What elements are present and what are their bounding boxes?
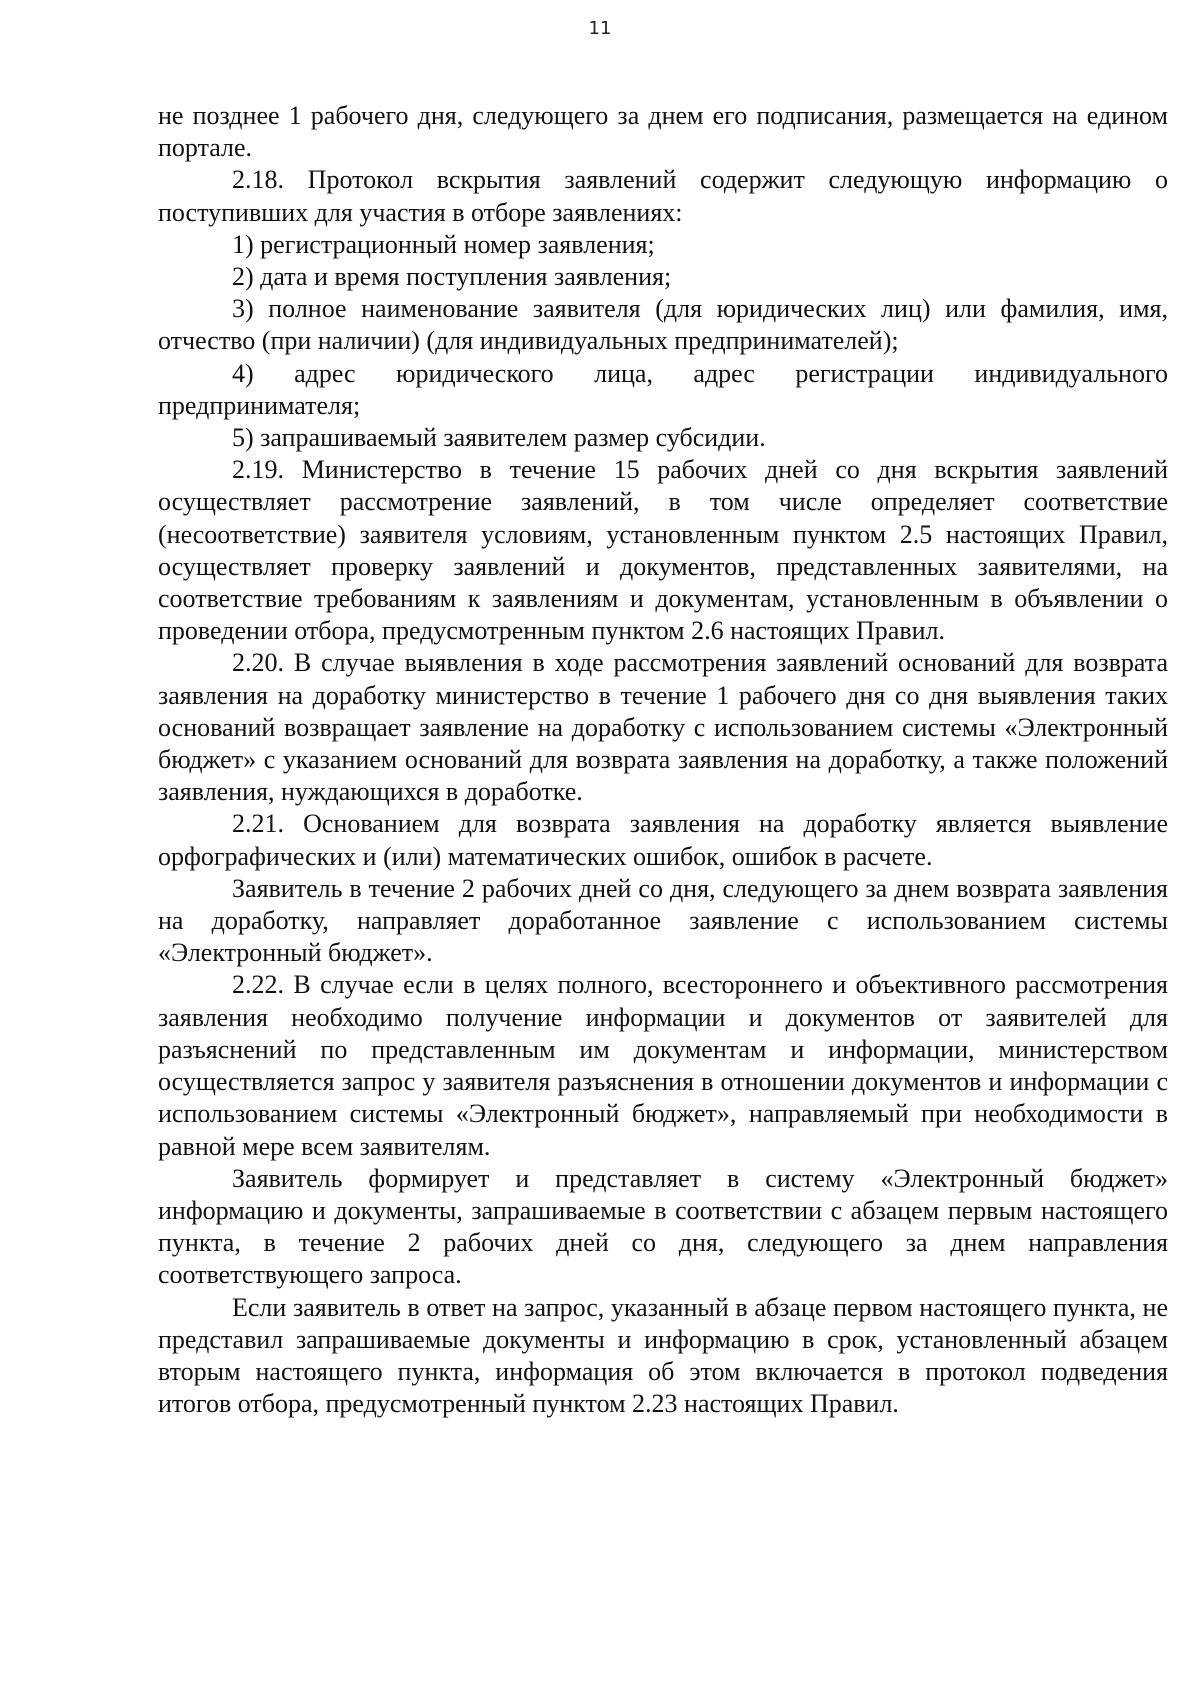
paragraph-2-21-second: Заявитель в течение 2 рабочих дней со дня, следующего за днем возврата заявления на доработку, направляет доработанное заявление с использованием системы «Электронный бюджет».	[158, 873, 1168, 968]
paragraph-2-19: 2.19. Министерство в течение 15 рабочих дней со дня вскрытия заявлений осуществляет рассмотрение заявлений, в том числе определяет соответствие (несоответствие) заявителя условиям, установленным пунктом 2.5 настоящих Правил, осуществляет проверку заявлений и документов, представленных заявителями, на соответствие требованиям к заявлениям и документам, установленным в объявлении о проведении отбора, предусмотренным пунктом 2.6 настоящих Правил.	[158, 455, 1168, 646]
list-item-2: 2) дата и время поступления заявления;	[232, 262, 672, 292]
paragraph-2-22-second: Заявитель формирует и представляет в систему «Электронный бюджет» информацию и документы, запрашиваемые в соответствии с абзацем первым настоящего пункта, в течение 2 рабочих дней со дня, следующего за днем направления соответствующего запроса.	[158, 1163, 1168, 1290]
page-number: 11	[588, 18, 612, 39]
paragraph-2-21: 2.21. Основанием для возврата заявления на доработку является выявление орфографических и (или) математических ошибок, ошибок в расчете.	[158, 809, 1168, 871]
list-item-4: 4) адрес юридического лица, адрес регистрации индивидуального предпринимателя;	[158, 358, 1168, 420]
paragraph-2-22-third: Если заявитель в ответ на запрос, указанный в абзаце первом настоящего пункта, не представил запрашиваемые документы и информацию в срок, установленный абзацем вторым настоящего пункта, информация об этом включается в протокол подведения итогов отбора, предусмотренный пунктом 2.23 настоящих Правил.	[158, 1292, 1168, 1419]
paragraph-2-18: 2.18. Протокол вскрытия заявлений содержит следующую информацию о поступивших для участия в отборе заявлениях:	[158, 165, 1168, 227]
list-item-5: 5) запрашиваемый заявителем размер субсидии.	[232, 423, 766, 453]
paragraph-2-22: 2.22. В случае если в целях полного, всестороннего и объективного рассмотрения заявления необходимо получение информации и документов от заявителей для разъяснений по представленным им документам и информации, министерством осуществляется запрос у заявителя разъяснения в отношении документов и информации с использованием системы «Электронный бюджет», направляемый при необходимости в равной мере всем заявителям.	[158, 970, 1168, 1161]
paragraph-continuation: не позднее 1 рабочего дня, следующего за днем его подписания, размещается на едином портале.	[158, 101, 1168, 163]
list-item-1: 1) регистрационный номер заявления;	[232, 229, 655, 259]
paragraph-2-20: 2.20. В случае выявления в ходе рассмотрения заявлений оснований для возврата заявления на доработку министерство в течение 1 рабочего дня со дня выявления таких оснований возвращает заявление на доработку с использованием системы «Электронный бюджет» с указанием оснований для возврата заявления на доработку, а также положений заявления, нуждающихся в доработке.	[158, 648, 1168, 807]
document-body	[158, 100, 1168, 1420]
list-item-3: 3) полное наименование заявителя (для юридических лиц) или фамилия, имя, отчество (при наличии) (для индивидуальных предпринимателей);	[158, 294, 1168, 356]
